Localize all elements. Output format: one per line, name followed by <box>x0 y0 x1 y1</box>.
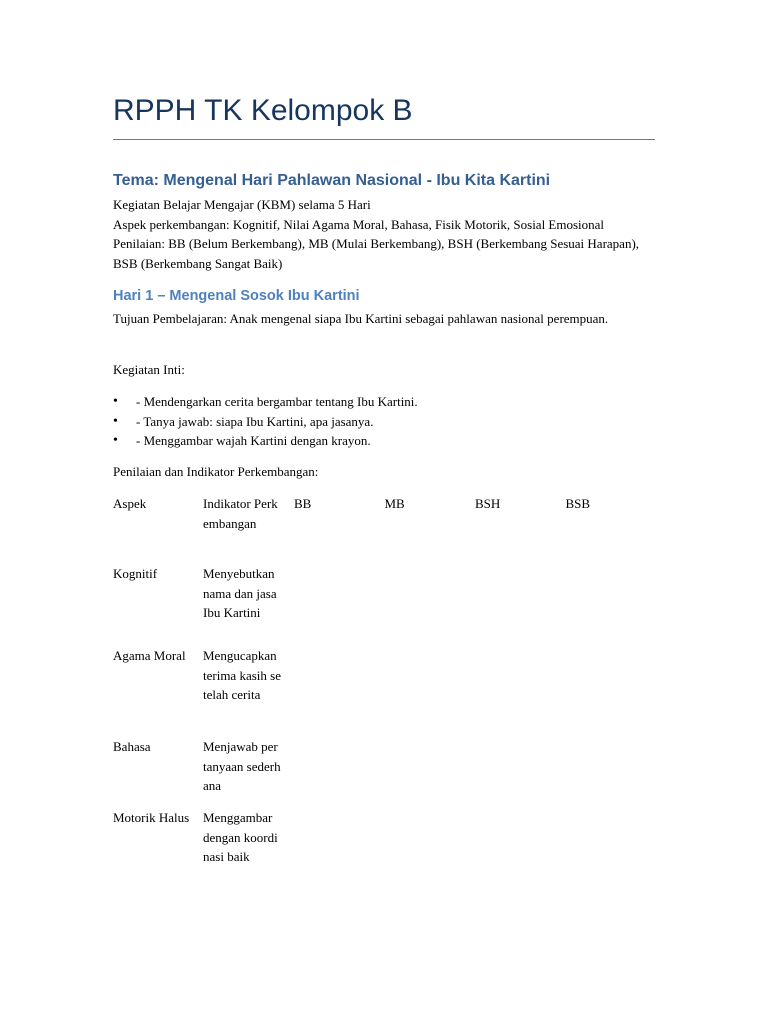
list-item <box>113 412 653 432</box>
bullet-icon: • <box>113 433 118 448</box>
score-cell-bsb <box>566 737 657 808</box>
indicator-cell: Mengucapkan terima kasih setelah cerita <box>203 648 281 702</box>
activities-label: Kegiatan Inti: <box>113 362 185 377</box>
bullet-icon: • <box>113 394 118 409</box>
table-header-row <box>113 494 656 564</box>
aspect-cell: Agama Moral <box>113 648 186 663</box>
score-cell-bsh <box>475 646 566 737</box>
list-item <box>113 392 653 412</box>
score-cell-bsb <box>566 646 657 737</box>
intro-aspects-line: Aspek perkembangan: Kognitif, Nilai Agama Moral, Bahasa, Fisik Motorik, Sosial Emosional <box>113 217 605 232</box>
header-indikator: Indikator Perkembangan <box>203 496 278 531</box>
table-row <box>113 646 656 737</box>
score-cell-bsh <box>475 564 566 646</box>
header-bsh: BSH <box>475 496 501 511</box>
day1-objective: Tujuan Pembelajaran: Anak mengenal siapa Ibu Kartini sebagai pahlawan nasional perempuan. <box>113 311 609 326</box>
assessment-table <box>113 494 656 888</box>
indicator-cell: Menyebutkan nama dan jasa Ibu Kartini <box>203 566 277 620</box>
score-cell-bsb <box>566 564 657 646</box>
aspect-cell: Kognitif <box>113 566 158 581</box>
day1-heading: Hari 1 – Mengenal Sosok Ibu Kartini <box>113 288 360 304</box>
score-cell-mb <box>385 646 476 737</box>
assessment-label: Penilaian dan Indikator Perkembangan: <box>113 464 319 479</box>
theme-heading: Tema: Mengenal Hari Pahlawan Nasional - Ibu Kita Kartini <box>113 172 551 189</box>
score-cell-bb <box>294 737 385 808</box>
score-cell-bsh <box>475 737 566 808</box>
score-cell-mb <box>385 808 476 888</box>
aspect-cell: Bahasa <box>113 739 151 754</box>
activity-text: - Menggambar wajah Kartini dengan krayon. <box>136 433 371 448</box>
table-row <box>113 737 656 808</box>
score-cell-mb <box>385 564 476 646</box>
header-aspek: Aspek <box>113 496 147 511</box>
activities-list <box>113 392 653 451</box>
activity-text: - Tanya jawab: siapa Ibu Kartini, apa jasanya. <box>136 413 374 429</box>
indicator-cell: Menjawab pertanyaan sederhana <box>203 739 281 793</box>
table-row <box>113 564 656 646</box>
intro-kbm-line: Kegiatan Belajar Mengajar (KBM) selama 5 Hari <box>113 197 371 212</box>
list-item <box>113 431 653 451</box>
table-row <box>113 808 656 888</box>
score-cell-bb <box>294 646 385 737</box>
score-cell-mb <box>385 737 476 808</box>
header-bb: BB <box>294 496 312 511</box>
bullet-icon: • <box>113 413 118 429</box>
intro-assessment-line: Penilaian: BB (Belum Berkembang), MB (Mulai Berkembang), BSH (Berkembang Sesuai Harapan), BSB (Berkembang Sangat Baik) <box>113 236 640 271</box>
header-bsb: BSB <box>565 496 591 511</box>
indicator-cell: Menggambar dengan koordinasi baik <box>203 810 278 864</box>
score-cell-bb <box>294 808 385 888</box>
document-title: RPPH TK Kelompok B <box>113 94 413 127</box>
score-cell-bsh <box>475 808 566 888</box>
header-mb: MB <box>384 496 405 511</box>
title-underline <box>113 139 655 140</box>
score-cell-bsb <box>566 808 657 888</box>
aspect-cell: Motorik Halus <box>113 810 190 825</box>
activity-text: - Mendengarkan cerita bergambar tentang Ibu Kartini. <box>136 394 418 409</box>
score-cell-bb <box>294 564 385 646</box>
